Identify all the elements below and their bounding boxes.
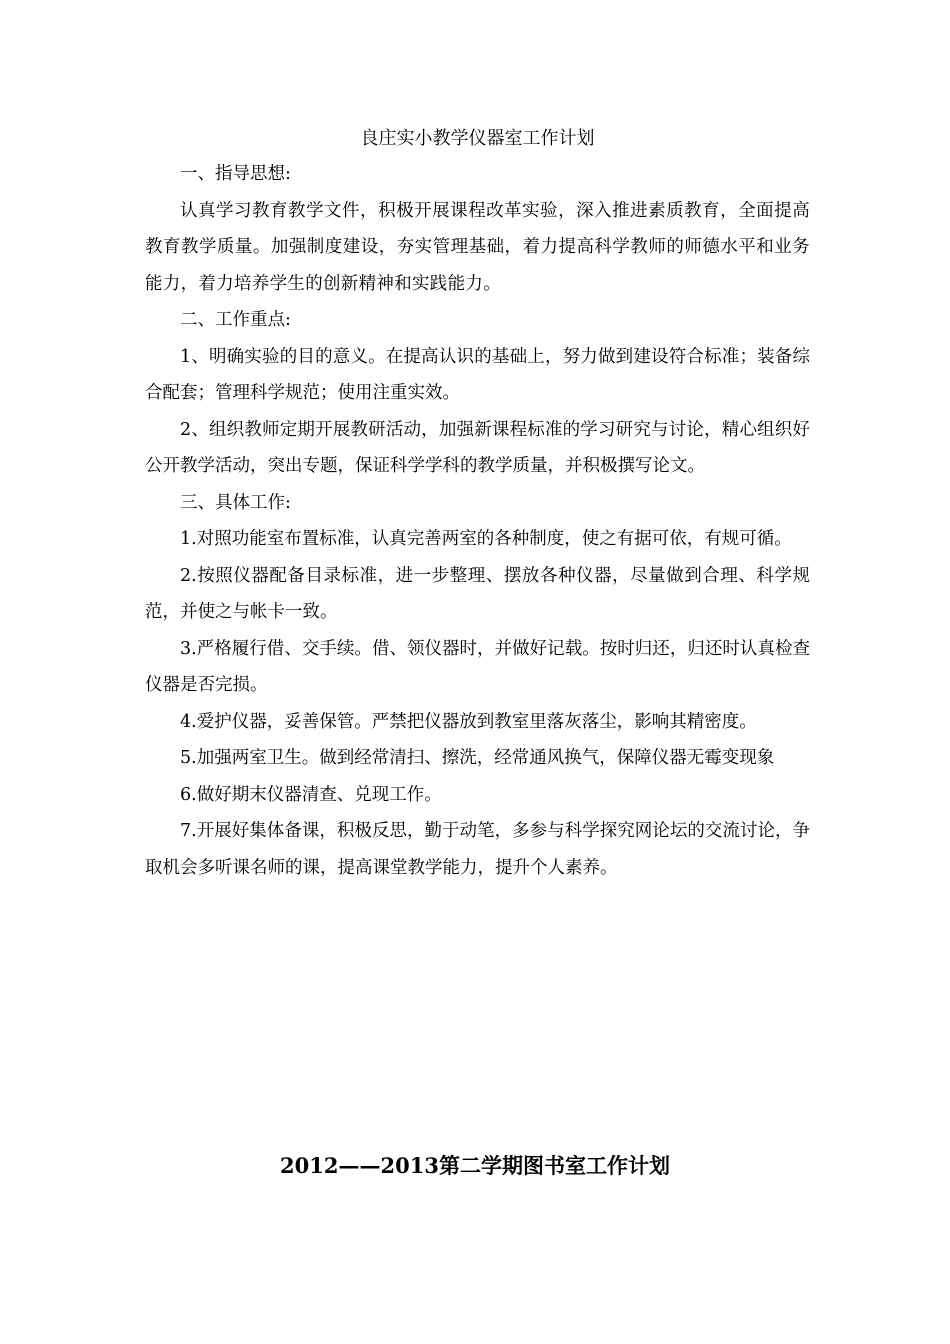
specific-work-item: 6.做好期末仪器清查、兑现工作。: [180, 784, 442, 805]
specific-work-item: 7.开展好集体备课，积极反思，勤于动笔，多参与科学探究网论坛的交流讨论，争取机会多听课名师的课，提高课堂教学能力，提升个人素养。: [145, 821, 810, 878]
specific-work-item: 1.对照功能室布置标准，认真完善两室的各种制度，使之有据可依，有规可循。: [180, 529, 792, 549]
section-paragraph-guiding-ideology: 认真学习教育教学文件，积极开展课程改革实验，深入推进素质教育，全面提高教育教学质量。加强制度建设，夯实管理基础，着力提高科学教师的师德水平和业务能力，着力培养学生的创新精神和实践能力。: [145, 200, 810, 294]
work-focus-item: 2、组织教师定期开展教研活动，加强新课程标准的学习研究与讨论，精心组织好公开教学活动，突出专题，保证科学学科的教学质量，并积极撰写论文。: [145, 419, 810, 476]
document-title: 良庄实小教学仪器室工作计划: [360, 128, 595, 149]
next-document-title: 2012——2013第二学期图书室工作计划: [280, 1153, 670, 1178]
work-focus-item: 1、明确实验的目的意义。在提高认识的基础上，努力做到建设符合标准；装备综合配套；管理科学规范；使用注重实效。: [145, 346, 810, 403]
section-heading-specific-work: 三、具体工作:: [180, 492, 291, 513]
specific-work-item: 5.加强两室卫生。做到经常清扫、擦洗，经常通风换气，保障仪器无霉变现象: [180, 748, 775, 768]
specific-work-item: 4.爱护仪器，妥善保管。严禁把仪器放到教室里落灰落尘，影响其精密度。: [180, 711, 757, 732]
section-heading-guiding-ideology: 一、指导思想:: [180, 164, 291, 184]
section-heading-work-focus: 二、工作重点:: [180, 310, 291, 330]
specific-work-item: 3.严格履行借、交手续。借、领仪器时，并做好记载。按时归还，归还时认真检查仪器是否完损。: [145, 638, 810, 695]
document-body: [145, 122, 810, 886]
specific-work-item: 2.按照仪器配备目录标准，进一步整理、摆放各种仪器，尽量做到合理、科学规范，并使之与帐卡一致。: [145, 565, 810, 622]
